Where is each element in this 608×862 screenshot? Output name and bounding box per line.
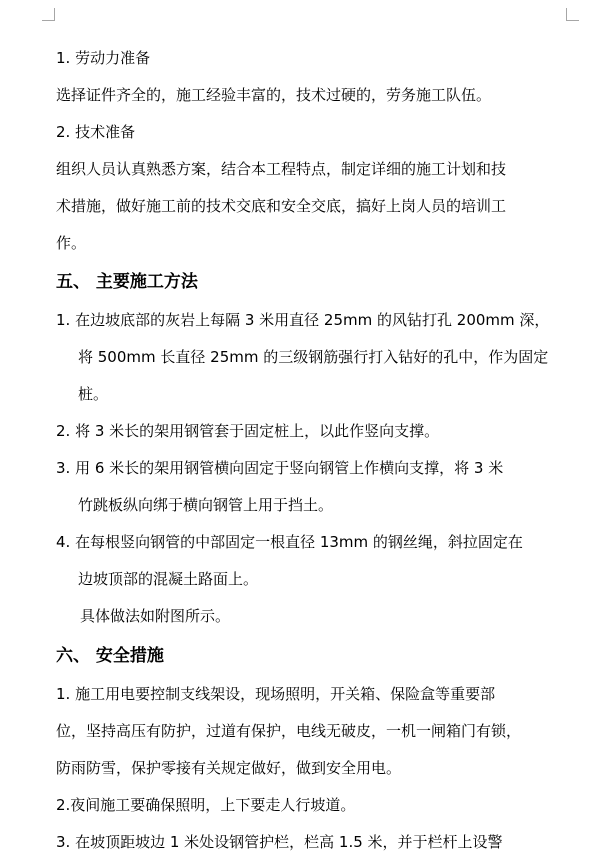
safety-item-3-line-1: 3. 在坡顶距坡边 1 米处设钢管护栏，栏高 1.5 米，并于栏杆上设警 — [56, 833, 503, 851]
safety-item-1-line-1: 1. 施工用电要控制支线架设，现场照明，开关箱、保险盒等重要部 — [56, 685, 496, 703]
tech-prep-text-line-3: 作。 — [56, 234, 87, 252]
tech-prep-text-line-2: 术措施，做好施工前的技术交底和安全交底，搞好上岗人员的培训工 — [56, 197, 507, 215]
method-step-3-line-2: 竹跳板纵向绑于横向钢管上用于挡土。 — [78, 496, 334, 514]
method-step-4-line-2: 边坡顶部的混凝土路面上。 — [78, 570, 259, 588]
method-step-2: 2. 将 3 米长的架用钢管套于固定桩上，以此作竖向支撑。 — [56, 422, 440, 440]
tech-prep-text-line-1: 组织人员认真熟悉方案，结合本工程特点，制定详细的施工计划和技 — [56, 160, 507, 178]
safety-item-1-line-3: 防雨防雪，保护零接有关规定做好，做到安全用电。 — [56, 759, 402, 777]
page-corner-mark-top-right — [566, 8, 579, 21]
method-step-3-line-1: 3. 用 6 米长的架用钢管横向固定于竖向钢管上作横向支撑，将 3 米 — [56, 459, 504, 477]
method-see-attached-figure: 具体做法如附图所示。 — [80, 607, 231, 625]
method-step-1-line-2: 将 500mm 长直径 25mm 的三级钢筋强行打入钻好的孔中，作为固定 — [78, 348, 549, 366]
safety-item-1-line-2: 位，坚持高压有防护，过道有保护，电线无破皮，一机一闸箱门有锁， — [56, 722, 522, 740]
method-step-1-line-3: 桩。 — [78, 385, 109, 403]
method-step-1-line-1: 1. 在边坡底部的灰岩上每隔 3 米用直径 25mm 的风钻打孔 200mm 深， — [56, 311, 550, 329]
method-step-4-line-1: 4. 在每根竖向钢管的中部固定一根直径 13mm 的钢丝绳，斜拉固定在 — [56, 533, 523, 551]
section-heading-safety-measures: 六、 安全措施 — [56, 646, 164, 666]
section-heading-construction-method: 五、 主要施工方法 — [56, 272, 198, 292]
labor-prep-text: 选择证件齐全的，施工经验丰富的，技术过硬的，劳务施工队伍。 — [56, 86, 492, 104]
page-corner-mark-top-left — [42, 8, 55, 21]
item-labor-prep: 1. 劳动力准备 — [56, 49, 151, 67]
safety-item-2: 2.夜间施工要确保照明，上下要走人行坡道。 — [56, 796, 356, 814]
item-tech-prep: 2. 技术准备 — [56, 123, 136, 141]
